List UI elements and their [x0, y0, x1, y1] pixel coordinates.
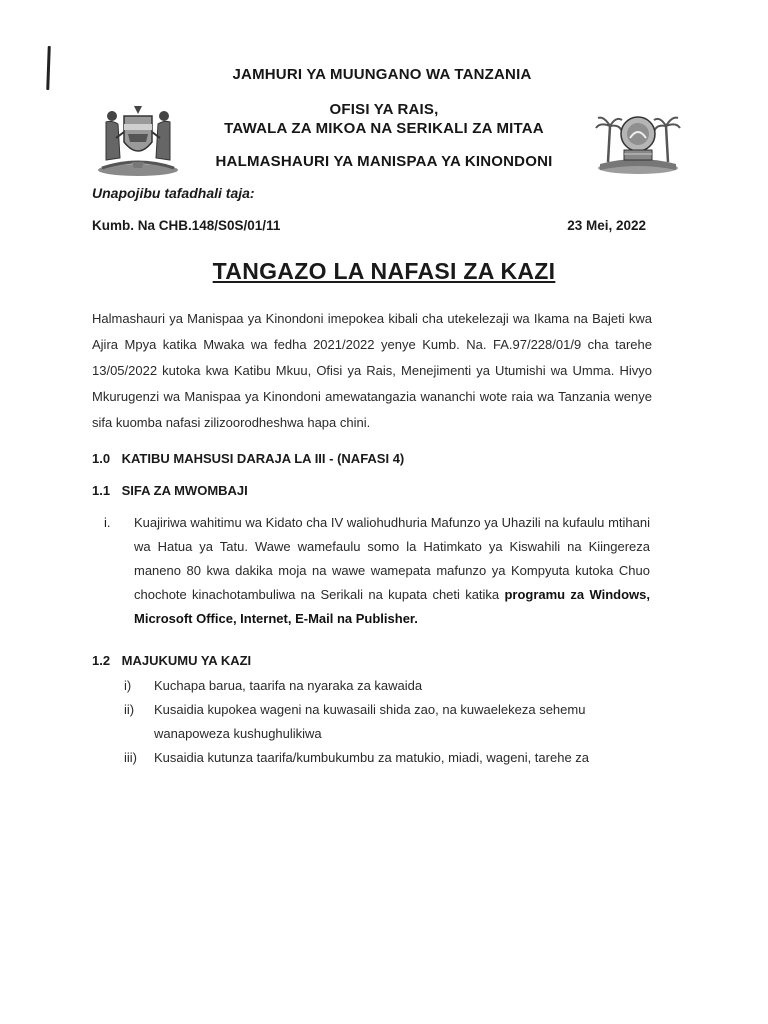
- list-marker: i): [124, 678, 132, 693]
- header-ministry-line: TAWALA ZA MIKOA NA SERIKALI ZA MITAA: [224, 120, 544, 137]
- document-date: 23 Mei, 2022: [567, 218, 646, 233]
- qualification-text: [134, 511, 650, 631]
- section-label: MAJUKUMU YA KAZI: [121, 653, 252, 668]
- qualification-programs: programu za Windows, Microsoft Office, Internet, E-Mail na Publisher.: [134, 587, 650, 626]
- list-marker: ii): [124, 702, 135, 717]
- reference-number: Kumb. Na CHB.148/S0S/01/11: [92, 218, 281, 233]
- qualification-item: [104, 511, 650, 631]
- intro-paragraph: Halmashauri ya Manispaa ya Kinondoni imepokea kibali cha utekelezaji wa Ikama na Bajeti kwa Ajira Mpya katika Mwaka wa fedha 2021/2022 yenye Kumb. Na. FA.97/228/01/9 cha tarehe 13/05/2022 kutoka kwa Katibu Mkuu, Ofisi ya Rais, Menejimenti ya Utumishi wa Umma. Hivyo Mkurugenzi wa Manispaa ya Kinondoni amewatangazia wananchi wote raia wa Tanzania wenye sifa kuomba nafasi zilizoorodheshwa hapa chini.: [92, 311, 652, 430]
- section-heading-1-0: [92, 451, 404, 466]
- duty-text: Kusaidia kupokea wageni na kuwasaili shida zao, na kuwaelekeza sehemu wanapoweza kushughulikiwa: [154, 702, 586, 741]
- list-marker: i.: [104, 515, 111, 530]
- reply-note: Unapojibu tafadhali taja:: [92, 185, 255, 201]
- list-marker: iii): [124, 750, 137, 765]
- duties-list: [124, 674, 654, 770]
- section-label: KATIBU MAHSUSI DARAJA LA III - (NAFASI 4): [121, 451, 405, 466]
- duty-text: Kuchapa barua, taarifa na nyaraka za kawaida: [154, 678, 423, 693]
- document-title: TANGAZO LA NAFASI ZA KAZI: [212, 258, 556, 284]
- section-heading-1-2: [92, 653, 251, 668]
- header-office: [0, 100, 768, 138]
- section-label: SIFA ZA MWOMBAJI: [121, 483, 248, 498]
- section-number: 1.0: [92, 451, 111, 466]
- header-municipality: HALMASHAURI YA MANISPAA YA KINONDONI: [215, 153, 553, 170]
- section-number: 1.1: [92, 483, 111, 498]
- section-number: 1.2: [92, 653, 111, 668]
- section-heading-1-1: [92, 483, 248, 498]
- list-item: [124, 698, 654, 746]
- header-country: JAMHURI YA MUUNGANO WA TANZANIA: [232, 66, 532, 83]
- qualification-body: Kuajiriwa wahitimu wa Kidato cha IV waliohudhuria Mafunzo ya Uhazili na kufaulu mtihani wa Hatua ya Tatu. Wawe wamefaulu somo la Hatimkato ya Kiswahili na Kiingereza maneno 80 kwa dakika moja na wawe wamepata mafunzo ya Kompyuta kutoka Chuo chochote kinachotambuliwa na Serikali na kupata cheti katika: [134, 515, 650, 602]
- list-item: [124, 674, 654, 698]
- duty-text: Kusaidia kutunza taarifa/kumbukumbu za matukio, miadi, wageni, tarehe za: [154, 750, 590, 765]
- list-item: [124, 746, 654, 770]
- header-office-line: OFISI YA RAIS,: [329, 101, 439, 118]
